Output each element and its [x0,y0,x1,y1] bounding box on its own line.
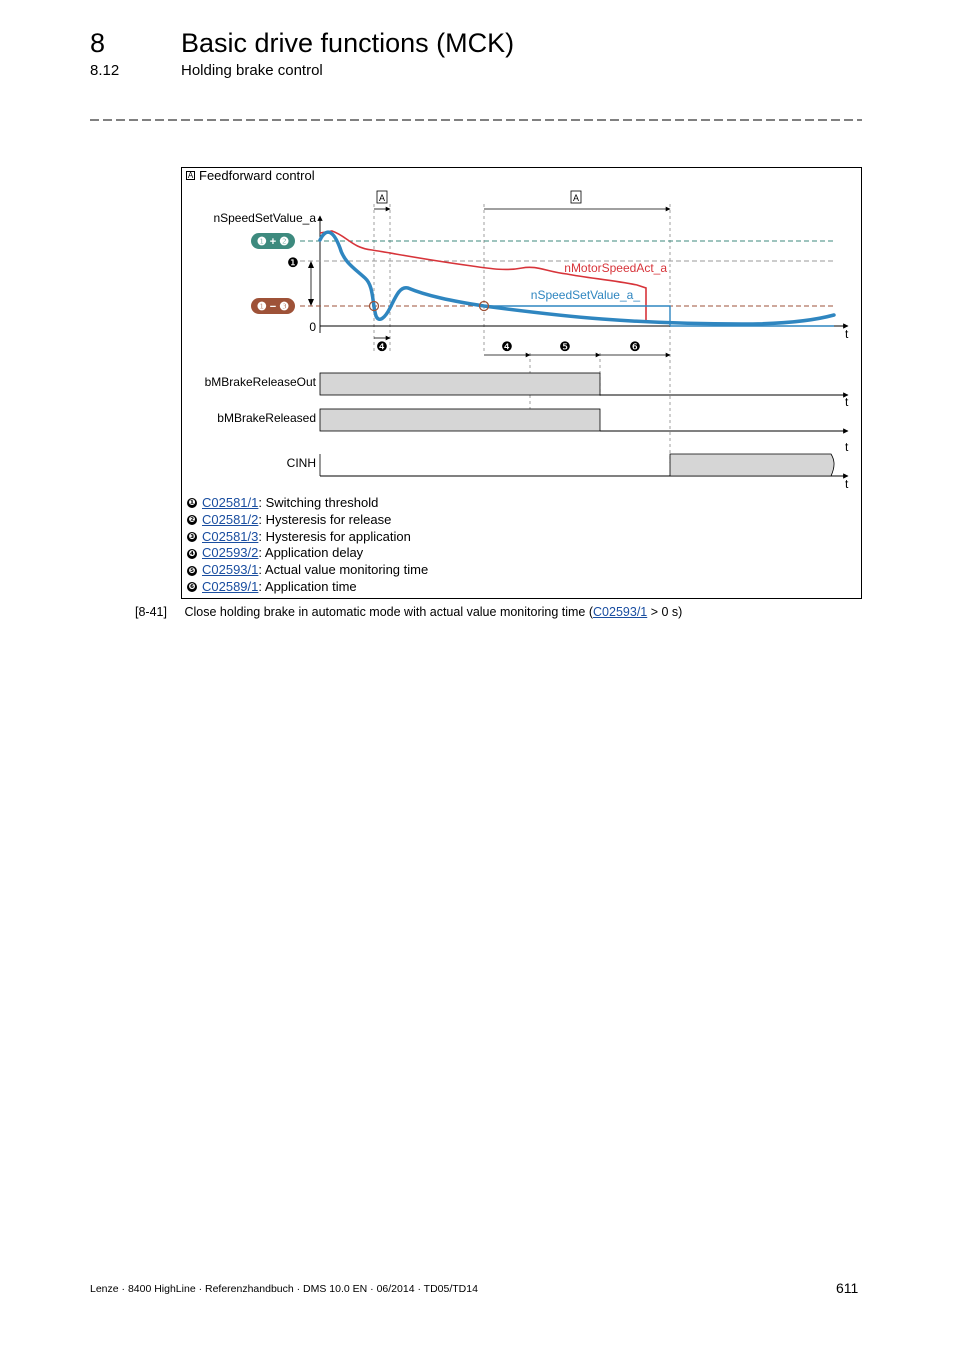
legend-item [187,579,428,596]
brake-released-label: bMBrakeReleased [217,411,316,425]
legend-marker: ❸ [188,531,196,541]
header-divider [90,106,862,122]
legend-text: : Hysteresis for application [258,528,411,544]
legend-link[interactable]: C02589/1 [202,578,259,594]
badge-release-text: ❶ + ❷ [256,236,290,248]
time-label-2: t [845,395,849,409]
legend-link[interactable]: C02581/3 [202,528,259,544]
chapter-number: 8 [90,28,106,58]
legend-text: : Application delay [258,545,364,561]
time-label-4: t [845,477,849,491]
legend [187,495,428,596]
brake-released-signal [320,409,600,431]
setpoint-label: nSpeedSetValue_a_ [530,288,640,302]
legend-item [187,562,428,579]
badge-apply-threshold [251,298,295,314]
legend-link[interactable]: C02581/2 [202,511,259,527]
motor-speed-curve [320,231,646,322]
cinh-label: CINH [286,456,316,470]
zero-label: 0 [309,320,316,334]
badge-release-threshold [251,233,295,249]
marker-5: ❺ [559,339,571,354]
legend-marker: ❺ [188,565,196,575]
legend-item [187,529,428,546]
legend-marker: ❹ [188,548,196,558]
section-title: Holding brake control [181,62,323,79]
figure-caption [135,605,682,619]
legend-item [187,545,428,562]
legend-link[interactable]: C02593/1 [202,562,259,578]
caption-link[interactable]: C02593/1 [593,605,648,619]
time-label-1: t [845,327,849,341]
timing-diagram [182,168,863,498]
cinh-signal [670,454,834,476]
figure-frame [181,167,862,599]
legend-text: : Application time [258,578,357,594]
section-number: 8.12 [90,62,120,79]
legend-text: : Hysteresis for release [258,511,392,527]
speed-axis-label: nSpeedSetValue_a [213,211,316,225]
dim-box-a-1-letter: A [378,193,386,203]
speed-setpoint-curve [320,232,834,324]
legend-item [187,495,428,512]
legend-marker: ❻ [188,582,196,592]
chapter-title: Basic drive functions (MCK) [181,28,515,58]
marker-4-short: ❹ [376,339,388,354]
footer-document-info: Lenze · 8400 HighLine · Referenzhandbuch · DMS 10.0 EN · 06/2014 · TD05/TD14 [90,1283,478,1295]
page-number: 611 [836,1280,859,1296]
legend-text: : Switching threshold [258,495,379,510]
brake-release-out-signal [320,373,600,395]
time-label-3: t [845,440,849,454]
figure-title-text: Feedforward control [199,168,315,183]
caption-number: [8-41] [135,605,167,619]
legend-link[interactable]: C02581/1 [202,495,259,510]
dim-box-a-1 [377,191,387,203]
marker-6: ❻ [629,339,641,354]
legend-text: : Actual value monitoring time [258,562,429,578]
badge-threshold: ❶ [287,255,299,270]
legend-item [187,512,428,529]
motor-speed-label: nMotorSpeedAct_a [564,261,667,275]
legend-marker: ❶ [188,498,196,508]
caption-text-before: Close holding brake in automatic mode with actual value monitoring time ( [184,605,594,619]
dim-box-a-2 [571,191,581,203]
legend-marker: ❷ [188,515,196,525]
dim-box-a-2-letter: A [572,193,580,203]
caption-text-after: > 0 s) [647,605,683,619]
marker-4: ❹ [501,339,513,354]
figure-box-letter: A [187,170,194,180]
brake-release-out-label: bMBrakeReleaseOut [204,375,316,389]
badge-apply-text: ❶ − ❸ [256,301,290,313]
legend-link[interactable]: C02593/2 [202,545,259,561]
